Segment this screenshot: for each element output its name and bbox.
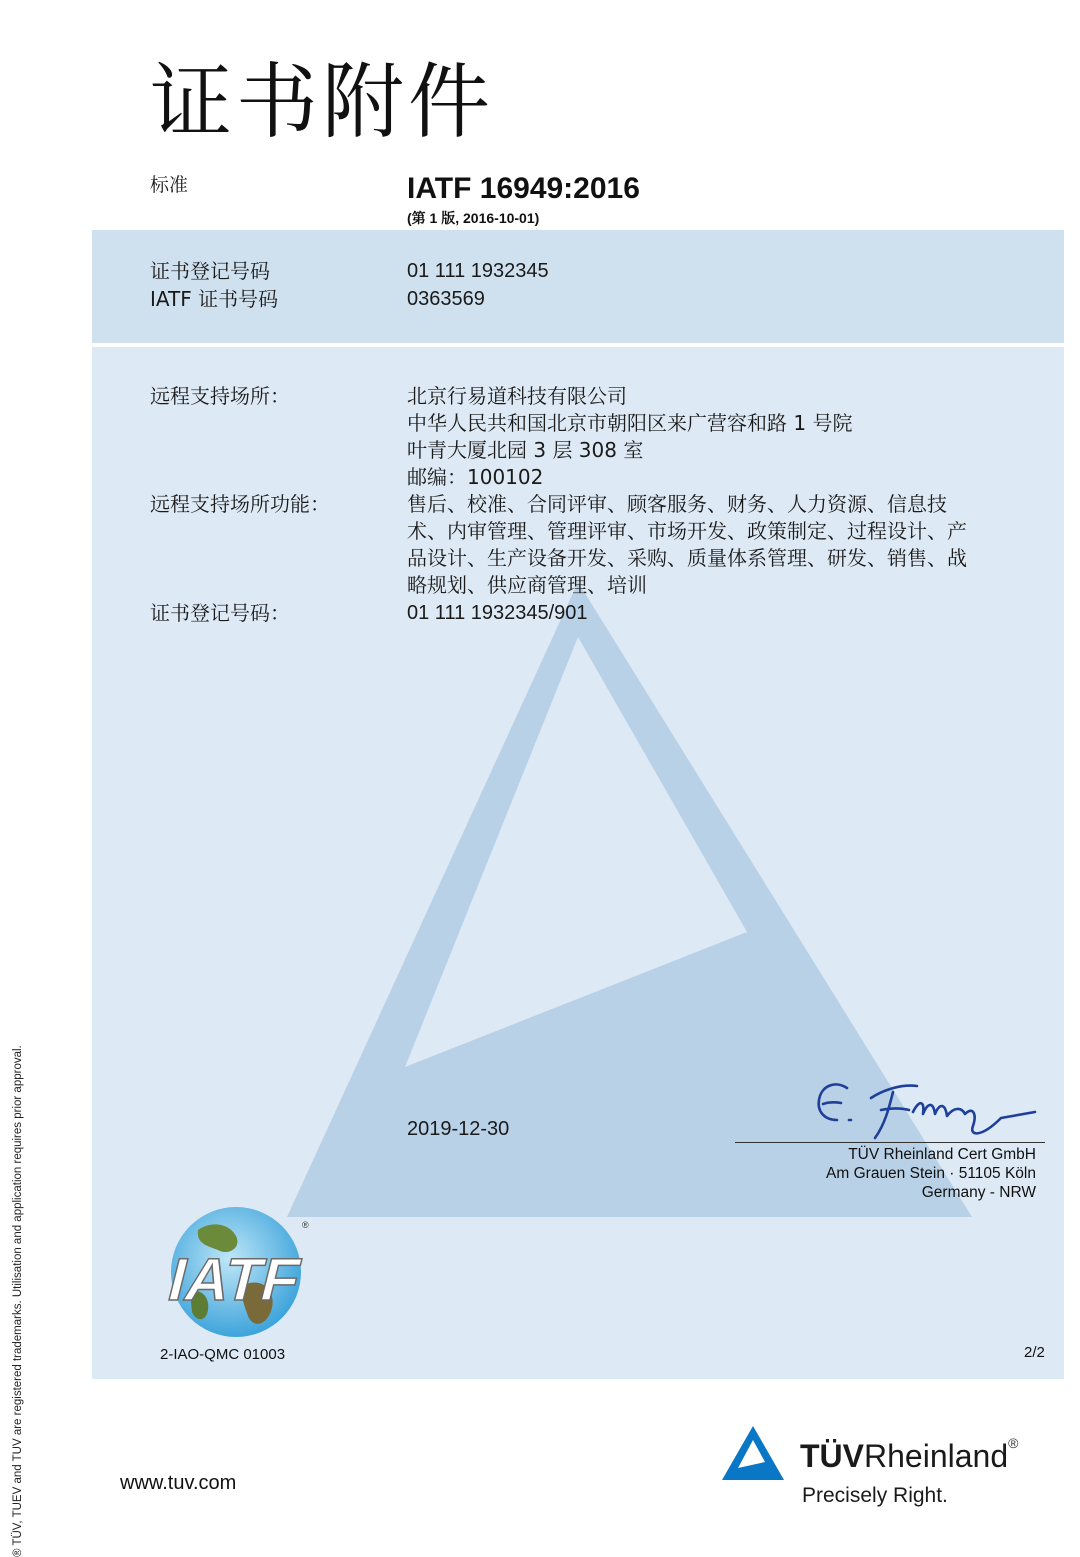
remote-site-line-3: 叶青大厦北园 3 层 308 室 <box>407 438 644 462</box>
website-link[interactable]: www.tuv.com <box>120 1472 237 1494</box>
tuv-brand-regular: Rheinland <box>864 1438 1009 1474</box>
standard-label: 标准 <box>150 174 189 196</box>
page-number: 2/2 <box>1024 1344 1045 1361</box>
remote-site-line-2: 中华人民共和国北京市朝阳区来广营容和路 1 号院 <box>407 411 853 435</box>
remote-functions-line-1: 售后、校准、合同评审、顾客服务、财务、人力资源、信息技 <box>407 492 947 516</box>
tuv-registered-mark: ® <box>1008 1435 1019 1451</box>
remote-site-line-1: 北京行易道科技有限公司 <box>407 384 627 408</box>
remote-functions-line-3: 品设计、生产设备开发、采购、质量体系管理、研发、销售、战 <box>407 546 967 570</box>
iatf-cert-label: IATF 证书号码 <box>150 287 279 311</box>
site-registration-value: 01 111 1932345/901 <box>407 602 588 624</box>
issuer-name: TÜV Rheinland Cert GmbH <box>848 1146 1036 1163</box>
remote-site-label: 远程支持场所： <box>150 384 290 408</box>
cert-registration-label: 证书登记号码 <box>150 259 270 283</box>
signature-icon <box>805 1070 1045 1150</box>
tuv-triangle-icon <box>720 1424 786 1482</box>
standard-value: IATF 16949:2016 <box>407 172 640 205</box>
issuer-country: Germany - NRW <box>921 1184 1036 1201</box>
trademark-note: ® TÜV, TUEV and TUV are registered trademarks. Utilisation and application requires prior approval. <box>12 1045 24 1557</box>
cert-registration-value: 01 111 1932345 <box>407 260 549 282</box>
iatf-cert-value: 0363569 <box>407 288 485 310</box>
tuv-tagline: Precisely Right. <box>802 1484 948 1507</box>
document-title: 证书附件 <box>150 55 495 150</box>
remote-functions-line-2: 术、内审管理、管理评审、市场开发、政策制定、过程设计、产 <box>407 519 967 543</box>
remote-site-line-4: 邮编：100102 <box>407 465 544 489</box>
signature-line <box>735 1142 1045 1143</box>
standard-edition: (第 1 版, 2016-10-01) <box>407 210 540 226</box>
remote-functions-line-4: 略规划、供应商管理、培训 <box>407 573 647 597</box>
svg-text:®: ® <box>302 1220 309 1230</box>
site-registration-label: 证书登记号码： <box>150 601 290 625</box>
tuv-brand-bold: TÜV <box>800 1438 864 1474</box>
iatf-code: 2-IAO-QMC 01003 <box>160 1346 286 1363</box>
remote-functions-label: 远程支持场所功能： <box>150 492 330 516</box>
iatf-logo-icon <box>150 1200 320 1350</box>
tuv-brand-name <box>800 1435 1019 1474</box>
iatf-logo-text: IATF <box>161 1245 308 1313</box>
issuer-address: Am Grauen Stein · 51105 Köln <box>826 1165 1036 1182</box>
issue-date: 2019-12-30 <box>407 1118 510 1140</box>
